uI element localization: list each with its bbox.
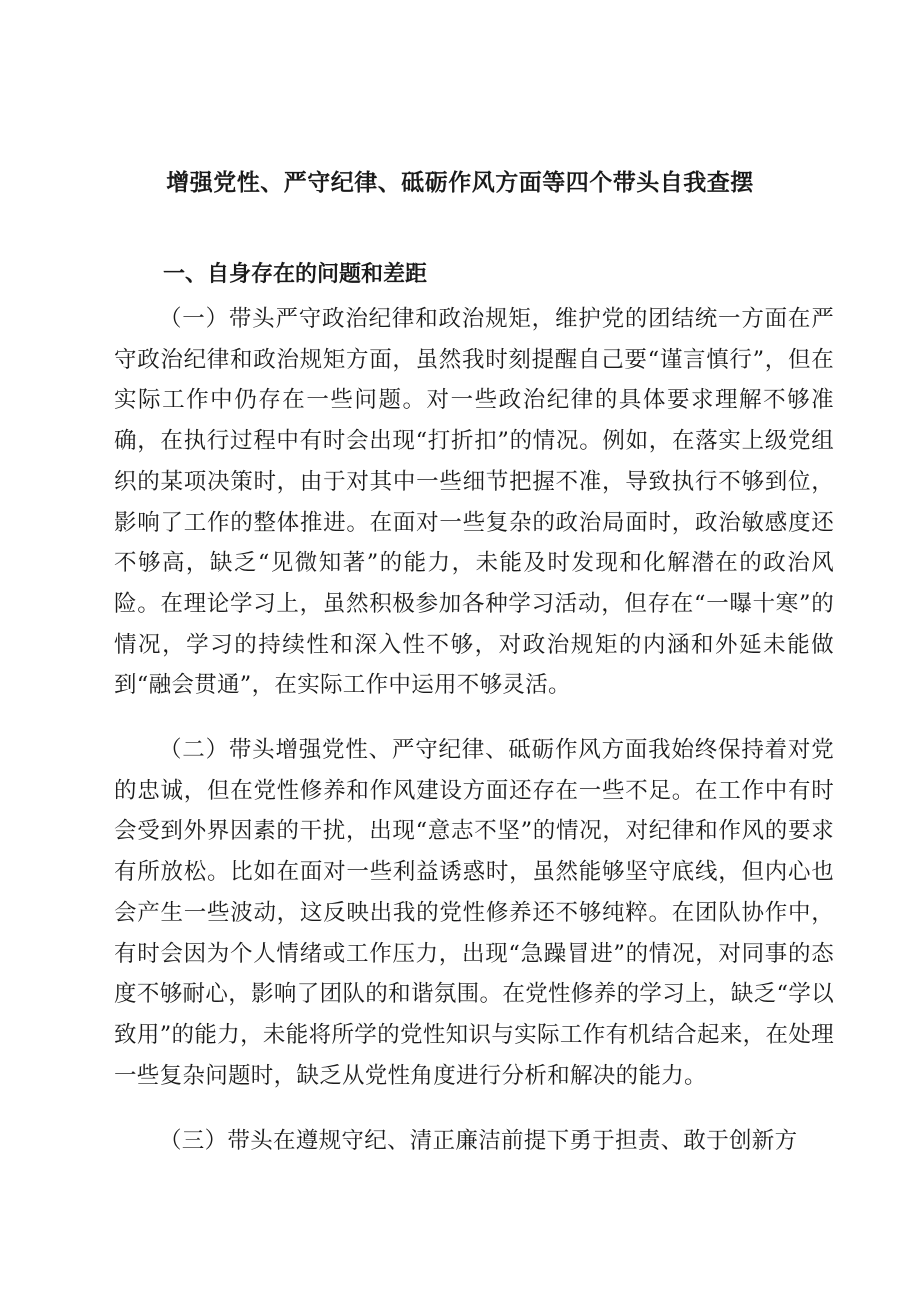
section-heading: 一、自身存在的问题和差距 [163, 262, 428, 287]
paragraph-political-discipline: （一）带头严守政治纪律和政治规矩，维护党的团结统一方面在严守政治纪律和政治规矩方面，虽然我时刻提醒自己要“谨言慎行”，但在实际工作中仍存在一些问题。对一些政治纪律的具体要求理解不够准确，在执行过程中有时会出现“打折扣”的情况。例如，在落实上级党组织的某项决策时，由于对其中一些细节把握不准，导致执行不够到位，影响了工作的整体推进。在面对一些复杂的政治局面时，政治敏感度还不够高，缺乏“见微知著”的能力，未能及时发现和化解潜在的政治风险。在理论学习上，虽然积极参加各种学习活动，但存在“一曝十寒”的情况，学习的持续性和深入性不够，对政治规矩的内涵和外延未能做到“融会贯通”，在实际工作中运用不够灵活。 [114, 306, 834, 699]
document-title: 增强党性、严守纪律、砥砺作风方面等四个带头自我查摆 [166, 170, 754, 196]
paragraph-party-spirit: （二）带头增强党性、严守纪律、砥砺作风方面我始终保持着对党的忠诚，但在党性修养和作风建设方面还存在一些不足。在工作中有时会受到外界因素的干扰，出现“意志不坚”的情况，对纪律和作风的要求有所放松。比如在面对一些利益诱惑时，虽然能够坚守底线，但内心也会产生一些波动，这反映出我的党性修养还不够纯粹。在团队协作中，有时会因为个人情绪或工作压力，出现“急躁冒进”的情况，对同事的态度不够耐心，影响了团队的和谐氛围。在党性修养的学习上，缺乏“学以致用”的能力，未能将所学的党性知识与实际工作有机结合起来，在处理一些复杂问题时，缺乏从党性角度进行分析和解决的能力。 [114, 737, 834, 1089]
paragraph-responsibility-innovation: （三）带头在遵规守纪、清正廉洁前提下勇于担责、敢于创新方 [159, 1128, 798, 1154]
